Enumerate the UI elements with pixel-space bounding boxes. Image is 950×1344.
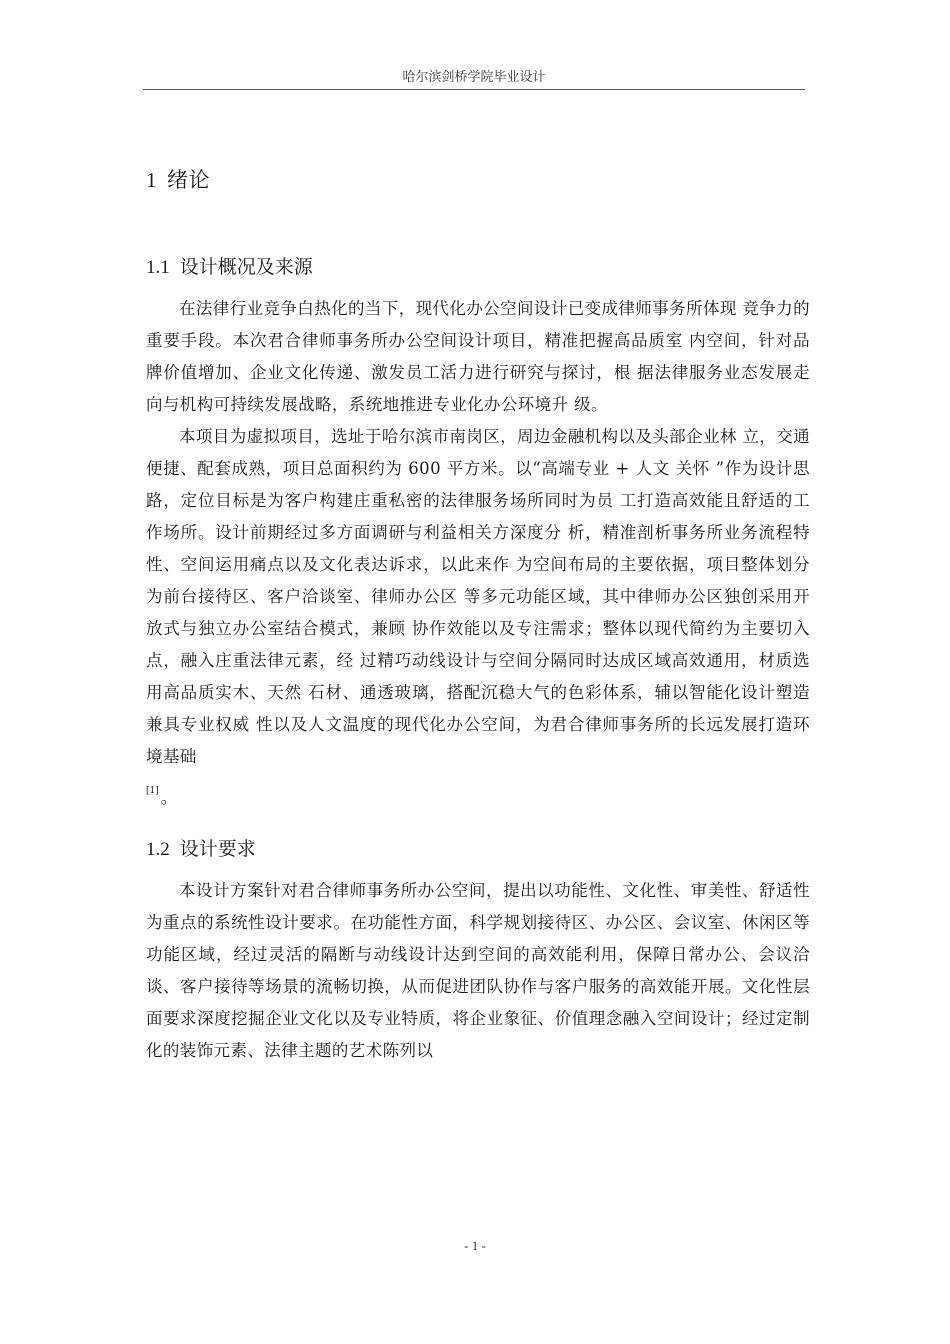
paragraph: 本设计方案针对君合律师事务所办公空间，提出以功能性、文化性、审美性、舒适性为重点的系统性设计要求。在功能性方面，科学规划接待区、办公区、会议室、休闲区等功能区域，经过灵活的隔断与动线设计达到空间的高效能利用，保障日常办公、会议洽谈、客户接待等场景的流畅切换，从而促进团队协作与客户服务的高效能开展。文化性层面要求深度挖掘企业文化以及专业特质，将企业象征、价值理念融入空间设计；经过定制化的装饰元素、法律主题的艺术陈列以	[146, 881, 810, 1060]
section-title: 设计概况及来源	[179, 256, 313, 278]
chapter-heading	[146, 160, 810, 200]
citation-ref: [1]	[146, 786, 159, 796]
page-header: 哈尔滨剑桥学院毕业设计	[402, 70, 546, 85]
citation-tail: 。	[160, 788, 178, 807]
chapter-title: 绪论	[167, 168, 210, 192]
section-number: 1.1	[146, 257, 170, 278]
section-title: 设计要求	[179, 838, 256, 860]
paragraph: 在法律行业竞争白热化的当下，现代化办公空间设计已变成律师事务所体现 竞争力的重要手段。本次君合律师事务所办公空间设计项目，精准把握高品质室 内空间，针对品牌价值增加、企业文化传递、激发员工活力进行研究与探讨，根 据法律服务业态发展走向与机构可持续发展战略，系统地推进专业化办公环境升 级。	[146, 299, 810, 414]
chapter-number: 1	[146, 168, 157, 192]
paragraph: 本项目为虚拟项目，选址于哈尔滨市南岗区，周边金融机构以及头部企业林 立，交通便捷、配套成熟，项目总面积约为 600 平方米。以“高端专业 + 人文 关怀 ”作为设计思路，定位目标是为客户构建庄重私密的法律服务场所同时为员 工打造高效能且舒适的工作场所。设计前期经过多方面调研与利益相关方深度分 析，精准剖析事务所业务流程特性、空间运用痛点以及文化表达诉求，以此来作 为空间布局的主要依据，项目整体划分为前台接待区、客户洽谈室、律师办公区 等多元功能区域，其中律师办公区独创采用开放式与独立办公室结合模式，兼顾 协作效能以及专注需求；整体以现代简约为主要切入点，融入庄重法律元素，经 过精巧动线设计与空间分隔同时达成区域高效通用，材质选用高品质实木、天然 石材、通透玻璃，搭配沉稳大气的色彩体系，辅以智能化设计塑造兼具专业权威 性以及人文温度的现代化办公空间，为君合律师事务所的长远发展打造环境基础	[146, 427, 810, 766]
header-rule	[143, 89, 805, 90]
section-heading-1-1	[146, 250, 810, 285]
page-number: - 1 -	[464, 1238, 486, 1253]
section-number: 1.2	[146, 839, 170, 860]
document-body	[146, 160, 810, 1067]
section-heading-1-2	[146, 832, 810, 867]
citation-line	[146, 775, 810, 814]
